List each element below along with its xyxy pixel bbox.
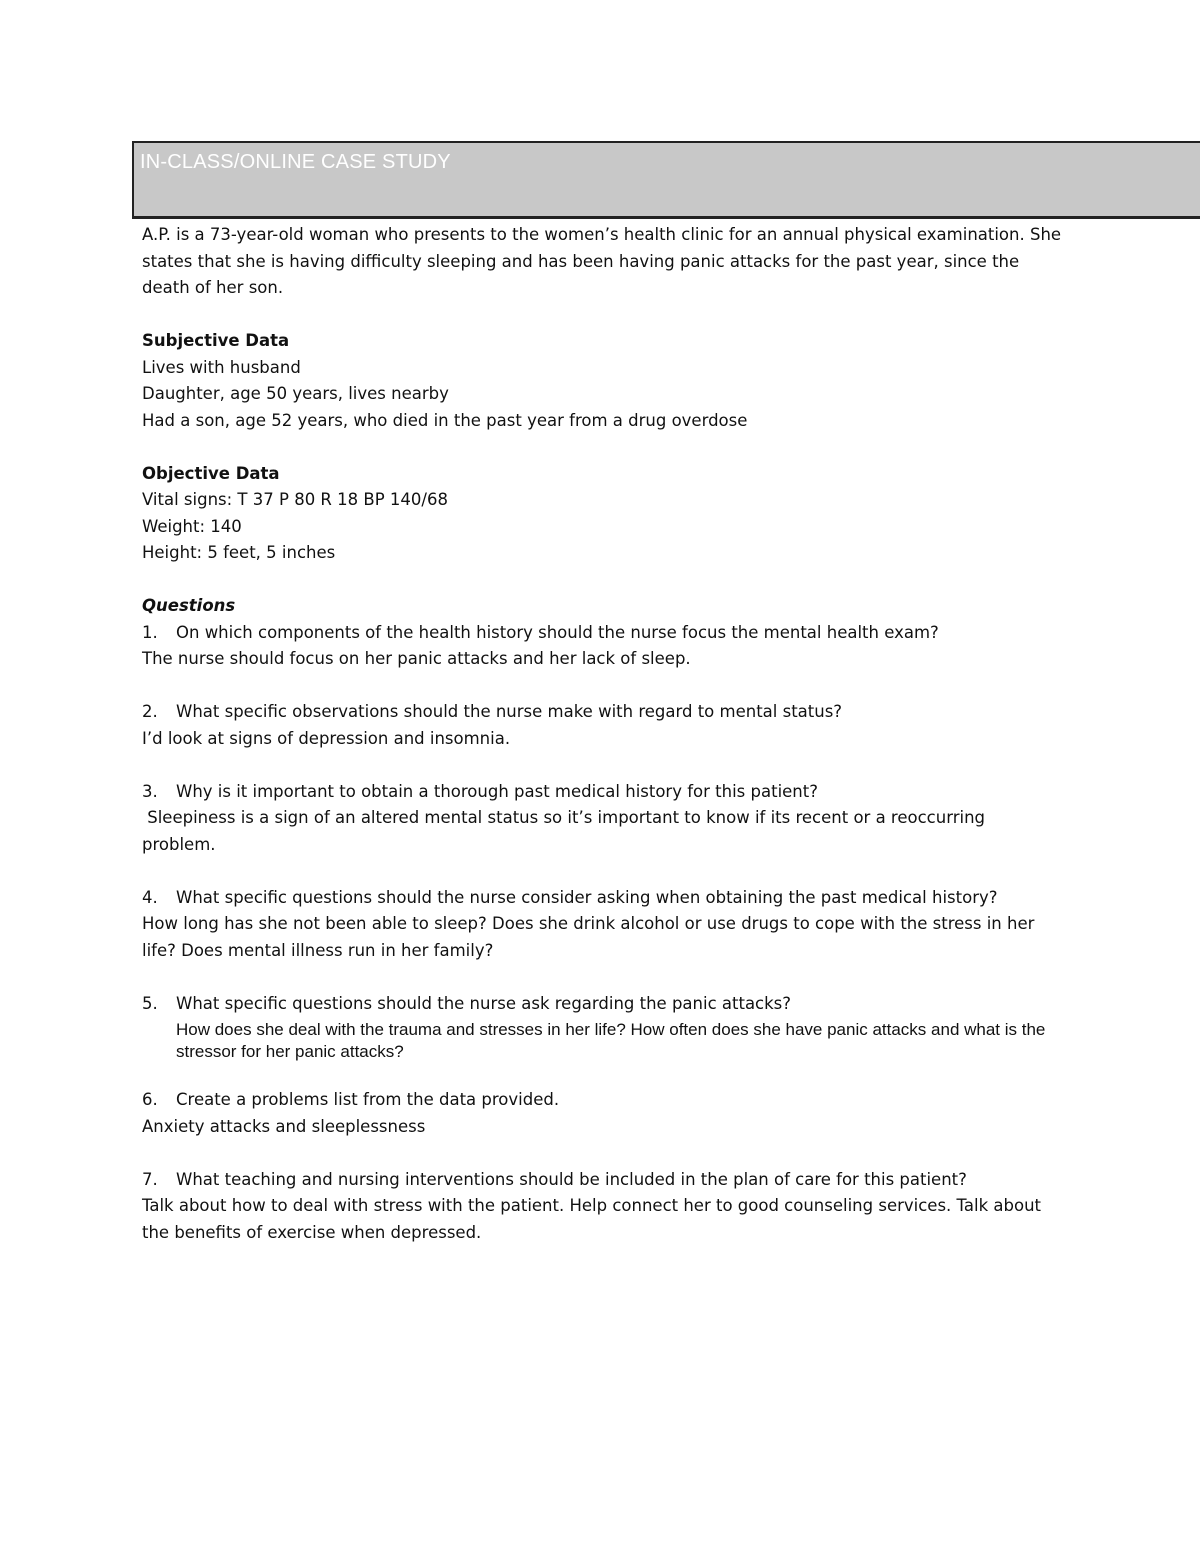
- question-item: [142, 779, 1062, 806]
- question-number: 4.: [142, 887, 158, 907]
- subjective-item: Lives with husband: [142, 357, 301, 377]
- question-text: On which components of the health history should the nurse focus the mental health exam?: [176, 622, 939, 642]
- subjective-item: Daughter, age 50 years, lives nearby: [142, 384, 449, 403]
- answer-text: Sleepiness is a sign of an altered mental status so it’s important to know if its recent or a reoccurring problem.: [142, 808, 991, 854]
- question-text: What teaching and nursing interventions should be included in the plan of care for this patient?: [176, 1169, 967, 1189]
- answer-text: Anxiety attacks and sleeplessness: [142, 1116, 426, 1136]
- question-text: Create a problems list from the data provided.: [176, 1090, 560, 1109]
- question-item: [142, 991, 1062, 1018]
- question-item: [142, 699, 1062, 726]
- question-text: What specific questions should the nurse ask regarding the panic attacks?: [176, 993, 792, 1013]
- question-item: [142, 1167, 1062, 1194]
- question-item: [142, 885, 1062, 912]
- question-number: 2.: [142, 702, 158, 721]
- question-number: 7.: [142, 1169, 158, 1189]
- question-number: 5.: [142, 993, 158, 1013]
- question-number: 6.: [142, 1090, 158, 1109]
- question-text: What specific observations should the nurse make with regard to mental status?: [176, 702, 843, 721]
- objective-item: Height: 5 feet, 5 inches: [142, 543, 336, 562]
- question-text: What specific questions should the nurse consider asking when obtaining the past medical history?: [176, 887, 998, 907]
- subjective-heading: Subjective Data: [142, 331, 290, 350]
- question-text: Why is it important to obtain a thorough past medical history for this patient?: [176, 781, 818, 801]
- document-body: [142, 222, 1062, 1246]
- objective-heading: Objective Data: [142, 463, 280, 483]
- title-banner: [132, 141, 1200, 219]
- question-number: 3.: [142, 781, 158, 801]
- answer-text: The nurse should focus on her panic attacks and her lack of sleep.: [142, 649, 691, 668]
- answer-text: How long has she not been able to sleep? Does she drink alcohol or use drugs to cope with the stress in her life? Does mental illness run in her family?: [142, 914, 1035, 960]
- answer-text: Talk about how to deal with stress with the patient. Help connect her to good counseling services. Talk about the benefits of exercise when depressed.: [142, 1196, 1041, 1242]
- question-number: 1.: [142, 622, 158, 642]
- objective-item: Weight: 140: [142, 516, 242, 536]
- question-item: [142, 620, 1062, 647]
- objective-item: Vital signs: T 37 P 80 R 18 BP 140/68: [142, 490, 448, 509]
- question-item: [142, 1087, 1062, 1114]
- subjective-item: Had a son, age 52 years, who died in the past year from a drug overdose: [142, 410, 748, 430]
- questions-heading: Questions: [142, 596, 236, 615]
- document-title: IN-CLASS/ONLINE CASE STUDY: [140, 151, 451, 173]
- answer-text: I’d look at signs of depression and insomnia.: [142, 728, 511, 748]
- answer-text: How does she deal with the trauma and stresses in her life? How often does she have panic attacks and what is the stressor for her panic attacks?: [176, 1020, 1046, 1061]
- intro-paragraph: A.P. is a 73-year-old woman who presents to the women’s health clinic for an annual physical examination. She states that she is having difficulty sleeping and has been having panic attacks for the past year, since the death of her son.: [142, 225, 1062, 297]
